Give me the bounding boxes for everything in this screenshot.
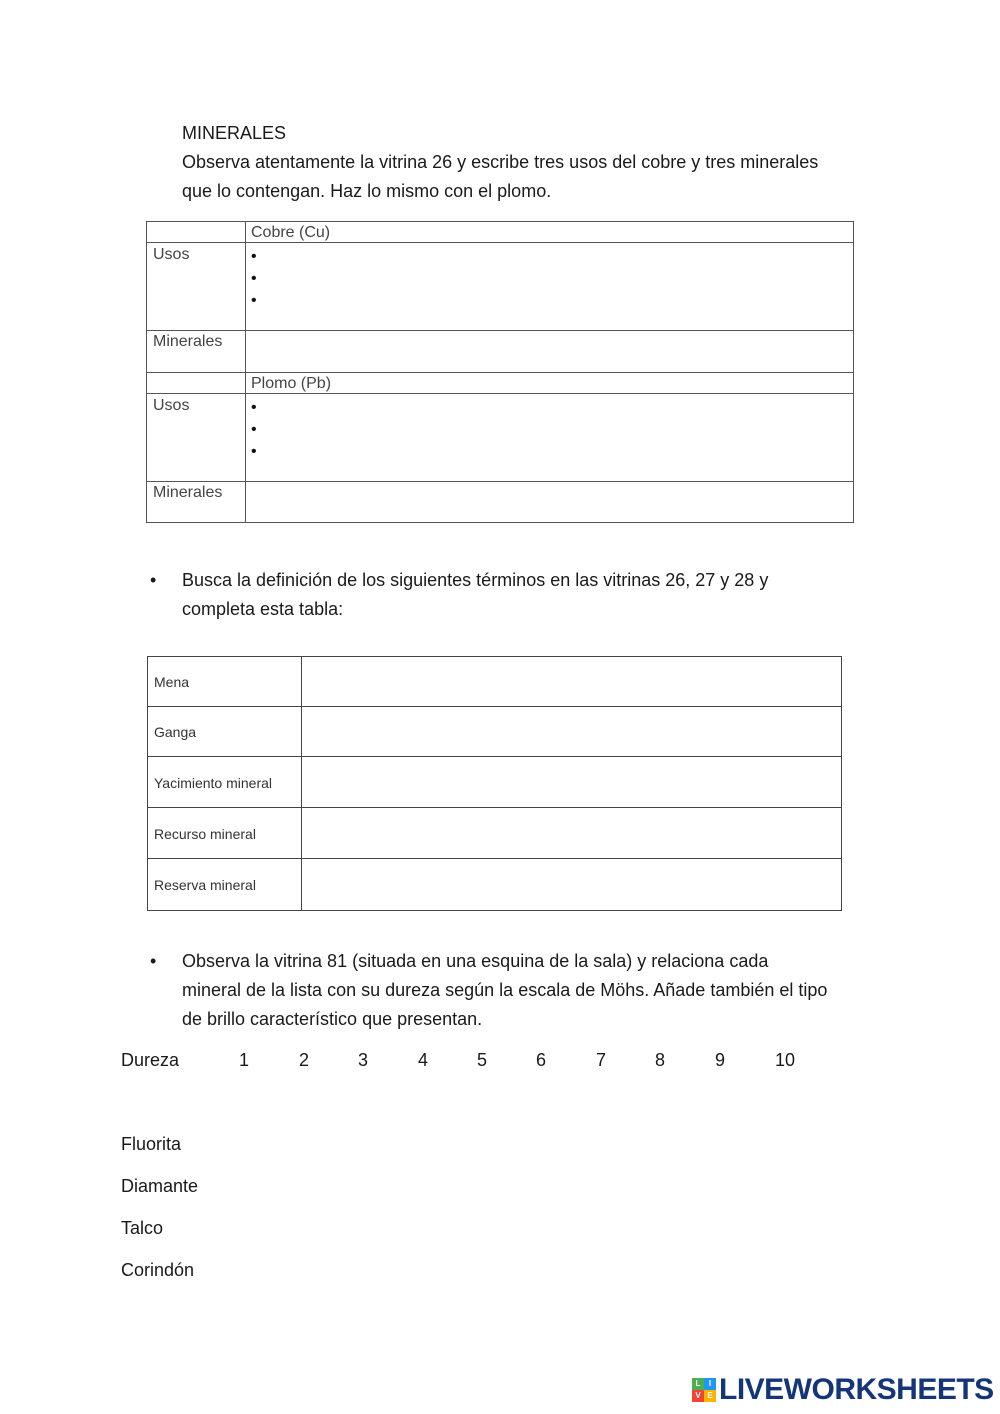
instruction-text xyxy=(182,566,882,624)
term-label: Reserva mineral xyxy=(154,877,256,893)
definition-field[interactable] xyxy=(308,669,831,695)
table-row xyxy=(148,707,841,757)
hardness-value-3[interactable]: 3 xyxy=(358,1050,369,1070)
bullet-glyph: • xyxy=(251,399,257,416)
usos-label-plomo: Usos xyxy=(153,397,190,414)
intro-paragraph xyxy=(182,148,882,206)
table-row xyxy=(148,860,841,910)
term-label: Yacimiento mineral xyxy=(154,775,273,791)
minerales-label-cobre: Minerales xyxy=(153,333,223,350)
instruction-line-1: Observa la vitrina 81 (situada en una esquina de la sala) y relaciona cada xyxy=(182,951,769,971)
definition-field[interactable] xyxy=(308,770,831,796)
hardness-value-8[interactable]: 8 xyxy=(655,1050,666,1070)
mineral-item[interactable]: Talco xyxy=(121,1218,164,1238)
mineral-item[interactable]: Diamante xyxy=(121,1176,199,1196)
mineral-item[interactable]: Fluorita xyxy=(121,1134,182,1154)
hardness-value-5[interactable]: 5 xyxy=(477,1050,488,1070)
section-title: MINERALES xyxy=(182,123,287,143)
instruction-line-2: completa esta tabla: xyxy=(182,599,344,619)
intro-line-1: Observa atentamente la vitrina 26 y escribe tres usos del cobre y tres minerales xyxy=(182,152,819,172)
hardness-value-6[interactable]: 6 xyxy=(536,1050,547,1070)
table-column-divider xyxy=(245,222,246,522)
instruction-definitions xyxy=(150,566,890,624)
table-row xyxy=(148,758,841,808)
definition-field[interactable] xyxy=(308,821,831,847)
instruction-text xyxy=(182,947,882,1034)
table-divider xyxy=(147,242,853,243)
metal-header-cobre: Cobre (Cu) xyxy=(251,224,331,241)
definition-field[interactable] xyxy=(308,719,831,745)
intro-line-2: que lo contengan. Haz lo mismo con el plomo. xyxy=(182,181,552,201)
minerales-label-plomo: Minerales xyxy=(153,484,223,501)
term-label: Recurso mineral xyxy=(154,826,256,842)
hardness-value-10[interactable]: 10 xyxy=(775,1050,796,1070)
definitions-table xyxy=(147,656,842,911)
instruction-hardness xyxy=(150,947,890,1034)
logo-text: LIVEWORKSHEETS xyxy=(719,1373,994,1406)
liveworksheets-logo xyxy=(692,1374,994,1406)
mineral-item[interactable]: Corindón xyxy=(121,1260,195,1280)
table-divider xyxy=(147,481,853,482)
term-label: Mena xyxy=(154,674,190,690)
bullet-glyph: • xyxy=(251,421,257,438)
bullet-glyph: • xyxy=(251,292,257,309)
instruction-line-2: mineral de la lista con su dureza según la escala de Möhs. Añade también el tipo xyxy=(182,980,828,1000)
hardness-value-1[interactable]: 1 xyxy=(239,1050,250,1070)
table-divider xyxy=(147,393,853,394)
hardness-value-4[interactable]: 4 xyxy=(418,1050,429,1070)
logo-icon-letter: I xyxy=(704,1378,716,1390)
logo-icon-letter: E xyxy=(704,1390,716,1402)
hardness-value-7[interactable]: 7 xyxy=(596,1050,607,1070)
metal-header-plomo: Plomo (Pb) xyxy=(251,375,332,392)
hardness-value-9[interactable]: 9 xyxy=(715,1050,726,1070)
table-row xyxy=(148,809,841,859)
logo-icon-letter: V xyxy=(692,1390,704,1402)
usos-label-cobre: Usos xyxy=(153,246,190,263)
instruction-line-3: de brillo característico que presentan. xyxy=(182,1009,483,1029)
table-divider xyxy=(147,330,853,331)
table-divider xyxy=(147,372,853,373)
term-label: Ganga xyxy=(154,724,197,740)
bullet-glyph: • xyxy=(150,570,157,590)
bullet-glyph: • xyxy=(251,443,257,460)
logo-icon-letter: L xyxy=(692,1378,704,1390)
definition-field[interactable] xyxy=(308,872,831,898)
bullet-glyph: • xyxy=(251,248,257,265)
hardness-value-2[interactable]: 2 xyxy=(299,1050,310,1070)
table-row xyxy=(148,657,841,707)
dureza-label: Dureza xyxy=(121,1050,180,1070)
bullet-glyph: • xyxy=(251,270,257,287)
liveworksheets-icon xyxy=(692,1378,716,1402)
metals-table xyxy=(146,221,854,523)
bullet-glyph: • xyxy=(150,951,157,971)
instruction-line-1: Busca la definición de los siguientes términos en las vitrinas 26, 27 y 28 y xyxy=(182,570,769,590)
